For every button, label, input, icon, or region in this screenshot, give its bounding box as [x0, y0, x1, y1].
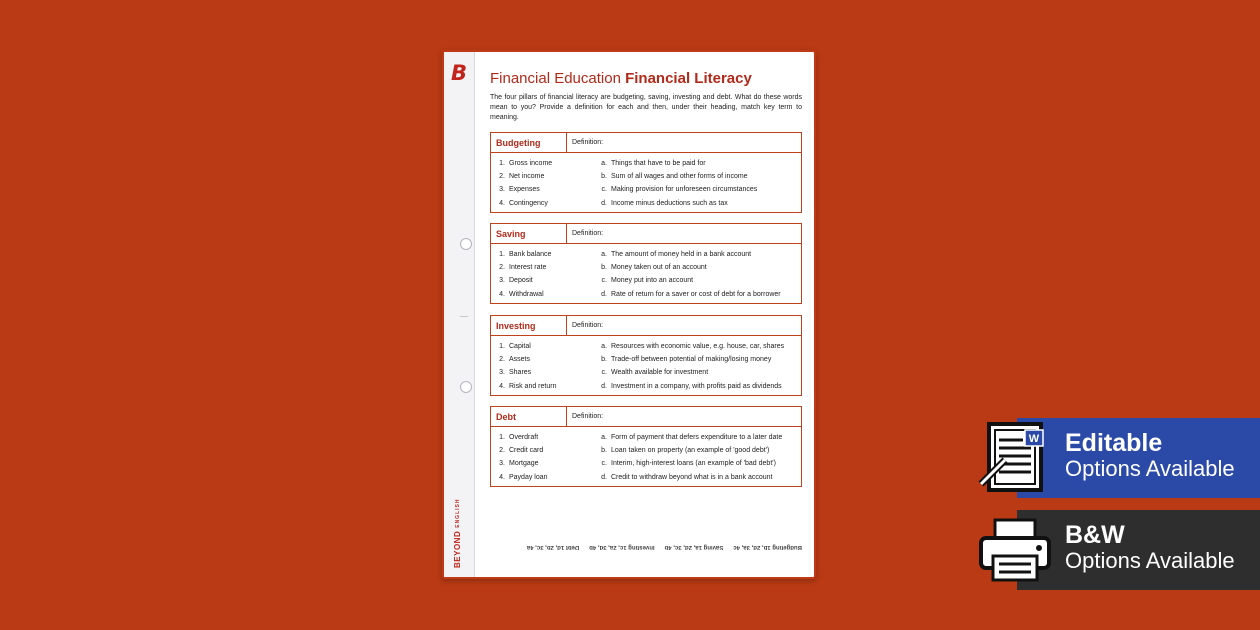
- meaning-letter: b.: [601, 447, 607, 455]
- term-number: 3.: [499, 369, 505, 377]
- term-label: Withdrawal: [509, 290, 544, 298]
- answer-debt: Debt 1d, 2b, 3c, 4a: [526, 544, 580, 550]
- meaning-text: Things that have to be paid for: [611, 160, 706, 167]
- punch-hole-bottom: [460, 381, 472, 393]
- editable-subtitle: Options Available: [1065, 456, 1235, 481]
- term-row: [491, 431, 801, 444]
- term-label: Credit card: [509, 447, 544, 455]
- brand-sub: ENGLISH: [455, 498, 461, 528]
- term-label: Assets: [509, 356, 531, 364]
- meaning-text: The amount of money held in a bank account: [611, 251, 752, 258]
- term-row: [491, 288, 801, 301]
- term-row: [491, 157, 801, 170]
- meaning-text: Trade-off between potential of making/losing money: [611, 356, 772, 364]
- worksheet-page: [442, 50, 816, 579]
- section-investing: [490, 315, 802, 396]
- term-label: Gross income: [509, 160, 553, 167]
- definition-field[interactable]: Definition:: [572, 139, 604, 146]
- definition-field[interactable]: Definition:: [572, 413, 604, 420]
- beyond-logo: B: [451, 61, 468, 85]
- svg-text:W: W: [1028, 433, 1040, 445]
- meaning-text: Money taken out of an account: [611, 264, 707, 272]
- brand-main: BEYOND: [453, 530, 462, 568]
- term-number: 1.: [499, 251, 505, 258]
- meaning-letter: c.: [601, 277, 607, 285]
- meaning-letter: d.: [601, 473, 607, 481]
- term-label: Bank balance: [509, 251, 552, 258]
- meaning-text: Income minus deductions such as tax: [611, 199, 728, 207]
- meaning-text: Rate of return for a saver or cost of debt for a borrower: [611, 290, 781, 298]
- meaning-text: Investment in a company, with profits paid as dividends: [611, 382, 782, 390]
- brand-wordmark: [453, 499, 463, 568]
- meaning-letter: c.: [601, 460, 607, 468]
- meaning-text: Making provision for unforeseen circumstances: [611, 186, 758, 194]
- section-debt: [490, 406, 802, 487]
- term-row: [491, 353, 801, 366]
- meaning-letter: c.: [601, 369, 607, 377]
- section-title: Debt: [491, 407, 567, 426]
- worksheet-title: [490, 69, 752, 89]
- bw-title: B&W: [1065, 521, 1125, 549]
- meaning-letter: c.: [601, 186, 607, 194]
- term-row: [491, 170, 801, 183]
- meaning-text: Sum of all wages and other forms of income: [611, 173, 748, 181]
- term-number: 2.: [499, 447, 505, 455]
- section-header: [491, 224, 801, 244]
- answer-investing: Investing 1c, 2a, 3d, 4b: [589, 544, 655, 550]
- term-list: [491, 336, 801, 395]
- hole-center-mark: [460, 316, 468, 317]
- term-row: [491, 340, 801, 353]
- term-number: 2.: [499, 356, 505, 364]
- term-label: Deposit: [509, 277, 533, 285]
- term-number: 3.: [499, 277, 505, 285]
- term-number: 3.: [499, 186, 505, 194]
- term-row: [491, 183, 801, 196]
- term-label: Payday loan: [509, 473, 548, 481]
- term-number: 2.: [499, 173, 505, 181]
- term-row: [491, 444, 801, 457]
- term-label: Interest rate: [509, 264, 547, 272]
- title-light: Financial Education: [490, 70, 621, 87]
- term-row: [491, 274, 801, 287]
- term-number: 1.: [499, 343, 505, 350]
- editable-title: Editable: [1065, 429, 1163, 457]
- section-title: Investing: [491, 316, 567, 335]
- term-row: [491, 248, 801, 261]
- bw-subtitle: Options Available: [1065, 548, 1235, 573]
- page-margin-strip: [444, 52, 475, 577]
- editable-banner[interactable]: [1017, 418, 1260, 498]
- title-bold: Financial Literacy: [625, 70, 752, 87]
- term-number: 4.: [499, 290, 505, 298]
- punch-hole-top: [460, 238, 472, 250]
- intro-text: The four pillars of financial literacy are budgeting, saving, investing and debt. What do these words mean to you? Provide a definition for each and then, under their heading, match key term to meaning.: [490, 94, 802, 121]
- answer-budgeting: Budgeting 1b, 2d, 3a, 4c: [733, 544, 802, 550]
- meaning-letter: b.: [601, 173, 607, 181]
- term-label: Overdraft: [509, 434, 539, 441]
- section-header: [491, 133, 801, 153]
- term-row: [491, 380, 801, 393]
- term-label: Mortgage: [509, 460, 539, 468]
- term-label: Capital: [509, 343, 531, 350]
- term-number: 1.: [499, 434, 505, 441]
- term-label: Risk and return: [509, 382, 557, 390]
- meaning-text: Credit to withdraw beyond what is in a bank account: [611, 473, 773, 481]
- term-row: [491, 261, 801, 274]
- term-label: Net income: [509, 173, 545, 181]
- meaning-text: Wealth available for investment: [611, 369, 709, 377]
- meaning-text: Money put into an account: [611, 277, 694, 285]
- printer-icon: [977, 518, 1053, 584]
- meaning-letter: a.: [601, 343, 607, 350]
- meaning-letter: a.: [601, 160, 607, 167]
- meaning-letter: b.: [601, 264, 607, 272]
- term-row: [491, 471, 801, 484]
- term-list: [491, 427, 801, 486]
- term-label: Shares: [509, 369, 532, 377]
- meaning-text: Interim, high-interest loans (an example of 'bad debt'): [611, 460, 776, 468]
- meaning-letter: a.: [601, 434, 607, 441]
- word-document-icon: [975, 420, 1055, 496]
- term-number: 4.: [499, 199, 505, 207]
- meaning-letter: d.: [601, 290, 607, 298]
- meaning-text: Resources with economic value, e.g. house, car, shares: [611, 343, 785, 350]
- term-row: [491, 457, 801, 470]
- section-title: Budgeting: [491, 133, 567, 152]
- meaning-text: Loan taken on property (an example of 'good debt'): [611, 447, 770, 455]
- meaning-letter: b.: [601, 356, 607, 364]
- term-number: 3.: [499, 460, 505, 468]
- term-number: 4.: [499, 382, 505, 390]
- section-title: Saving: [491, 224, 567, 243]
- section-saving: [490, 223, 802, 304]
- term-row: [491, 366, 801, 379]
- meaning-letter: a.: [601, 251, 607, 258]
- term-number: 2.: [499, 264, 505, 272]
- bw-banner[interactable]: [1017, 510, 1260, 590]
- answer-saving: Saving 1a, 2d, 3c, 4b: [664, 544, 724, 550]
- term-list: [491, 244, 801, 303]
- meaning-letter: d.: [601, 382, 607, 390]
- meaning-text: Form of payment that defers expenditure to a later date: [611, 434, 783, 441]
- definition-field[interactable]: Definition:: [572, 322, 604, 329]
- term-label: Expenses: [509, 186, 540, 194]
- term-number: 4.: [499, 473, 505, 481]
- section-header: [491, 316, 801, 336]
- answer-key: [492, 543, 802, 551]
- term-row: [491, 197, 801, 210]
- section-budgeting: [490, 132, 802, 213]
- term-label: Contingency: [509, 199, 548, 207]
- term-number: 1.: [499, 160, 505, 167]
- section-header: [491, 407, 801, 427]
- term-list: [491, 153, 801, 212]
- meaning-letter: d.: [601, 199, 607, 207]
- definition-field[interactable]: Definition:: [572, 230, 604, 237]
